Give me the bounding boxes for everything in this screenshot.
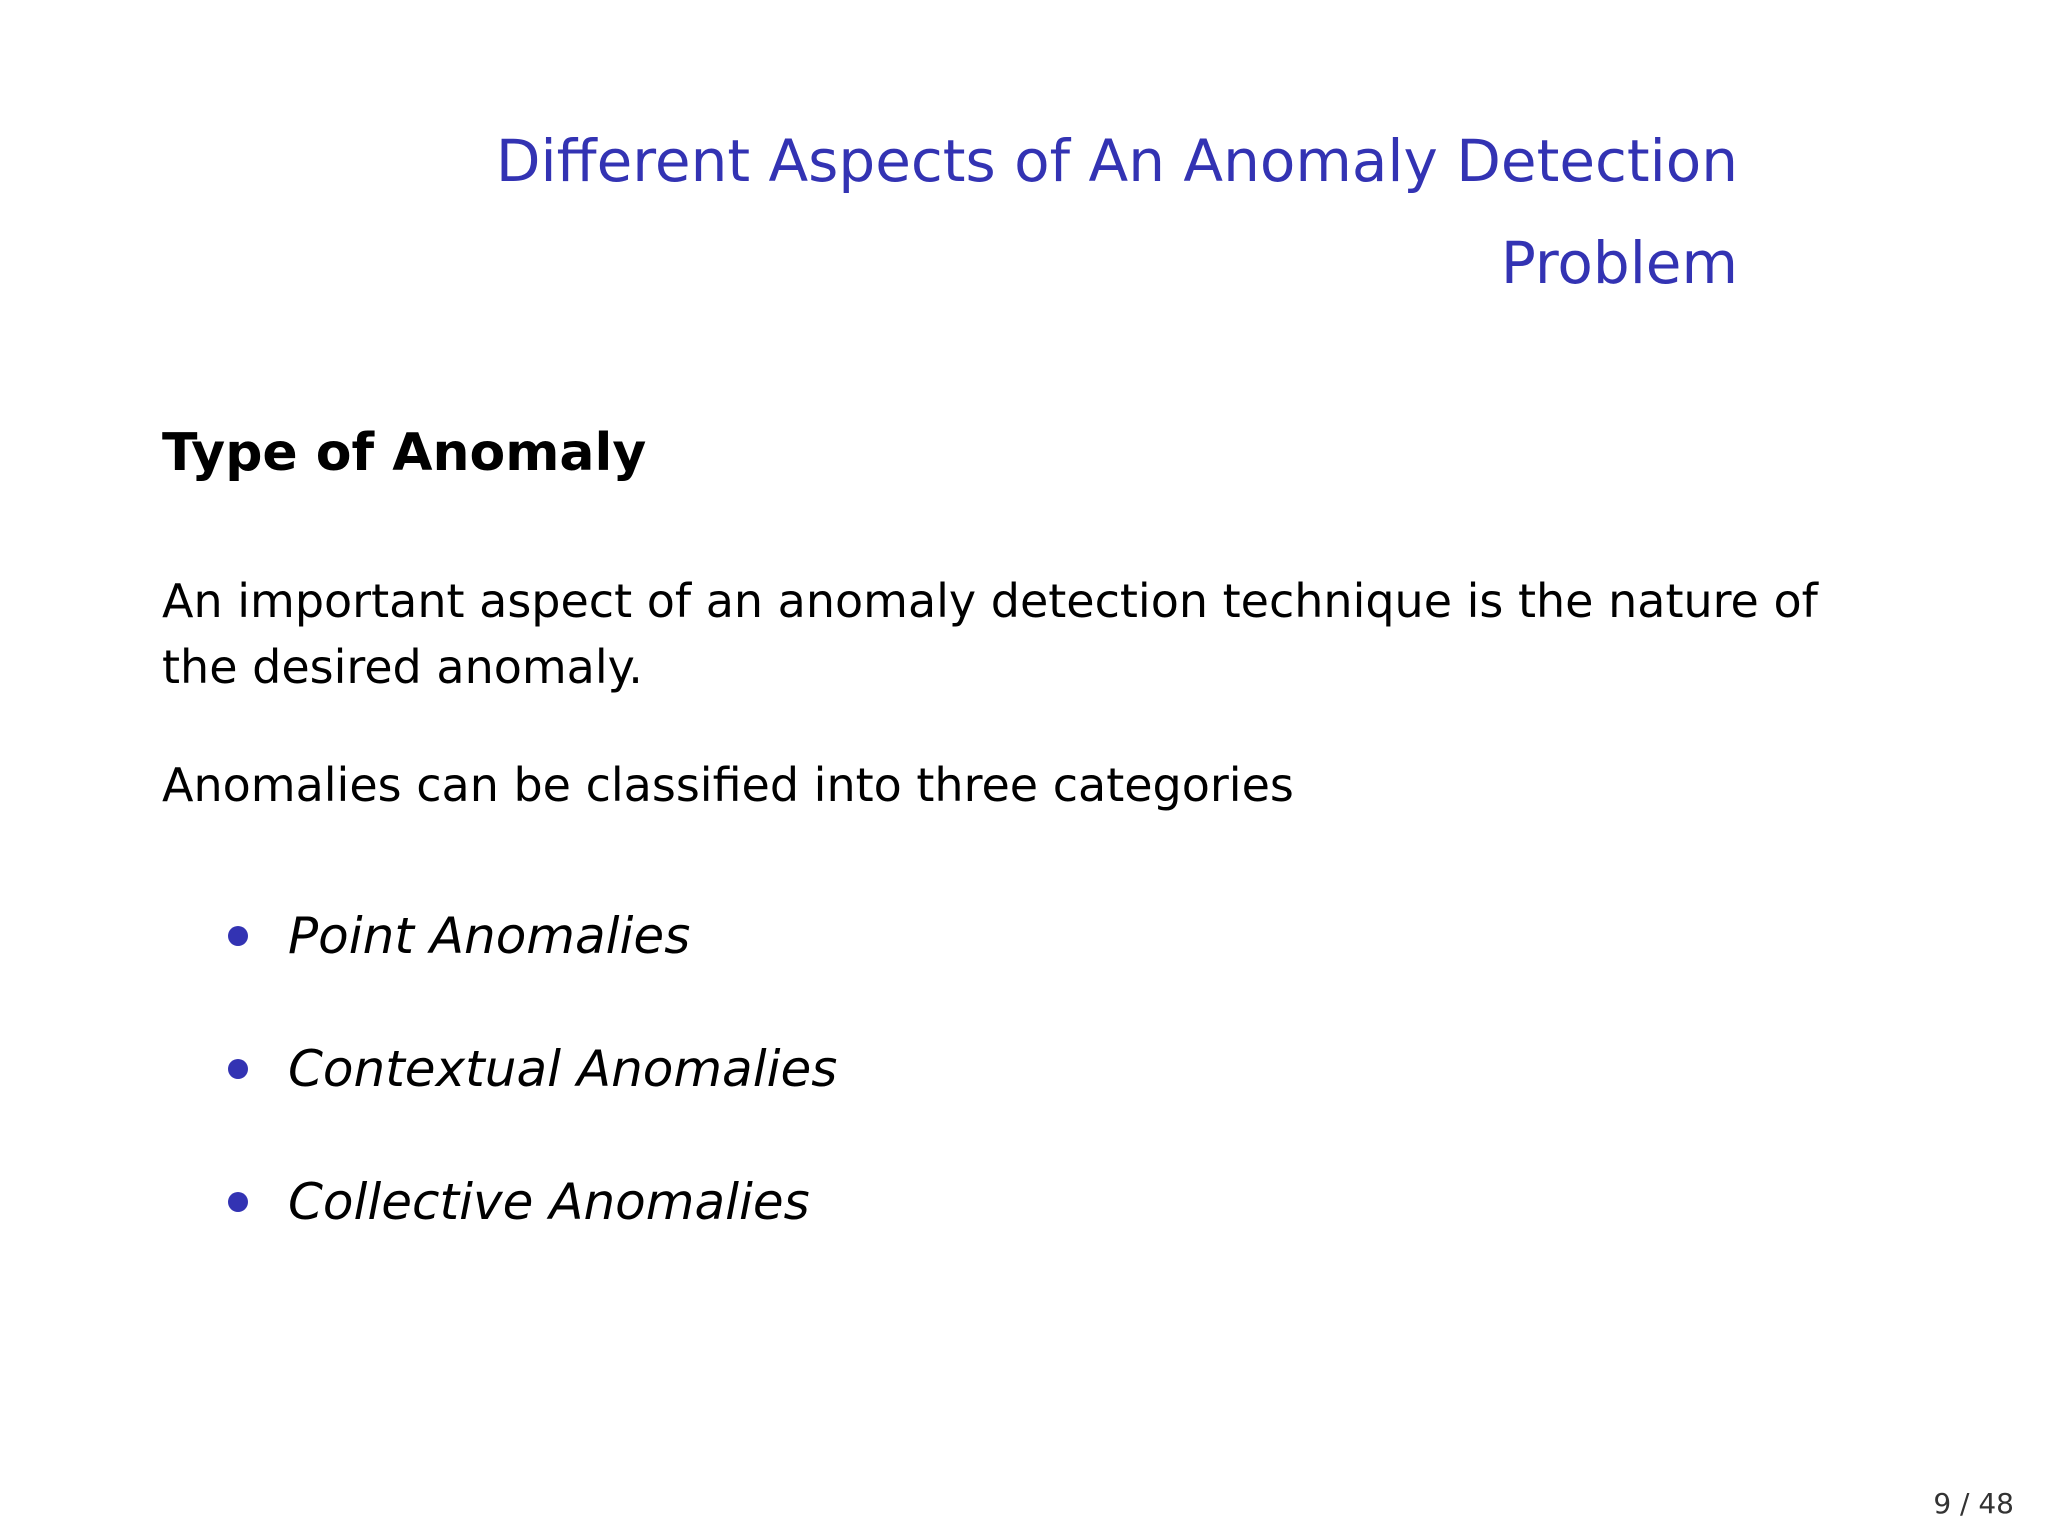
bullet-dot-icon [228,1192,248,1212]
list-item [162,1025,837,1158]
page-number: 9 / 48 [1933,1487,2014,1520]
slide-title-line-1: Different Aspects of An Anomaly Detection [495,127,1738,195]
list-item [162,1158,837,1291]
anomaly-types-list [162,892,837,1291]
slide-title-line-2: Problem [1500,229,1738,297]
list-item-label: Collective Anomalies [288,1173,810,1231]
list-item [162,892,837,1025]
list-item-label: Point Anomalies [288,907,691,965]
list-item-label: Contextual Anomalies [288,1040,838,1098]
bullet-dot-icon [228,1059,248,1079]
intro-paragraph: An important aspect of an anomaly detection technique is the nature of the desired anomaly. [162,574,1818,694]
categories-paragraph: Anomalies can be classified into three categories [162,758,1294,812]
section-heading: Type of Anomaly [162,423,647,483]
bullet-dot-icon [228,926,248,946]
slide-title [238,110,1738,314]
